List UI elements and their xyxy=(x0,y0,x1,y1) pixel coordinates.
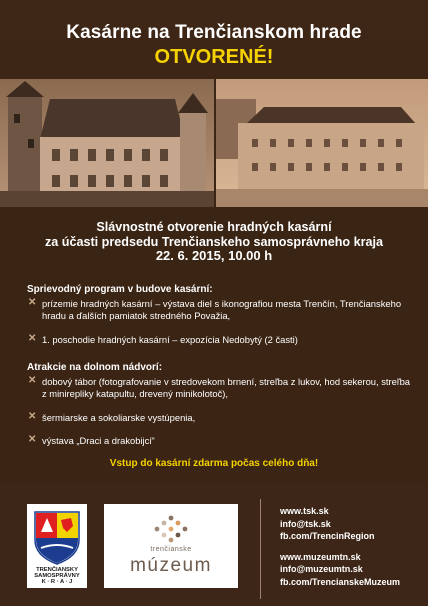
free-entry-note: Vstup do kasární zdarma počas celého dňa! xyxy=(109,458,319,469)
intro-line-2: za účasti predsedu Trenčianskeho samosprávneho kraja xyxy=(44,234,384,249)
museum-logo xyxy=(104,504,238,588)
program-item-2: 1. poschodie hradných kasární – expozícia Nedobytý (2 časti) xyxy=(42,333,298,345)
cross-bullet-icon: ✕ xyxy=(28,374,37,386)
page-title: Kasárne na Trenčianskom hrade xyxy=(66,22,362,43)
attractions-section xyxy=(27,362,417,448)
contact-tsk-facebook[interactable]: fb.com/TrencinRegion xyxy=(280,531,375,542)
attraction-item-1: dobový tábor (fotografovanie v stredovekom brnení, streľba z lukov, hod sekerou, streľba z minirepliky katapultu, drevený minikolotoč), xyxy=(42,375,410,400)
attractions-heading: Atrakcie na dolnom nádvorí: xyxy=(27,362,163,373)
attraction-item-2: šermiarske a sokoliarske vystúpenia, xyxy=(42,411,196,423)
museum-logo-small: trenčianske xyxy=(150,546,192,553)
program-section xyxy=(27,284,417,346)
tsk-logo xyxy=(27,504,87,588)
tsk-logo-line-2: SAMOSPRÁVNY xyxy=(34,573,80,579)
contact-tsk-web[interactable]: www.tsk.sk xyxy=(280,506,329,516)
list-item xyxy=(27,435,417,448)
program-heading: Sprievodný program v budove kasární: xyxy=(27,284,213,295)
event-date: 22. 6. 2015, 10.00 h xyxy=(155,248,273,263)
footer-divider xyxy=(260,499,261,599)
list-item xyxy=(27,334,417,347)
program-item-1: prízemie hradných kasární – výstava diel s ikonografiou mesta Trenčín, Trenčianskeho hradu a ďalších pamiatok stredného Považia, xyxy=(42,297,402,322)
tsk-logo-line-1: TRENČIANSKY xyxy=(36,567,78,573)
list-item xyxy=(27,412,417,425)
cross-bullet-icon: ✕ xyxy=(28,332,37,344)
cross-bullet-icon: ✕ xyxy=(28,434,37,446)
contacts-block xyxy=(280,505,400,589)
museum-logo-big: múzeum xyxy=(130,555,212,576)
list-item xyxy=(27,376,417,401)
castle-photo-left xyxy=(0,79,214,207)
castle-photo-right xyxy=(216,79,428,207)
page-subtitle: OTVORENÉ! xyxy=(154,46,274,68)
footer xyxy=(0,483,428,606)
contact-tsk-email[interactable]: info@tsk.sk xyxy=(280,518,331,529)
tsk-logo-line-3: K · R · A · J xyxy=(41,579,73,585)
contact-museum-email[interactable]: info@muzeumtn.sk xyxy=(280,564,363,575)
cross-bullet-icon: ✕ xyxy=(28,410,37,422)
attraction-item-3: výstava „Draci a drakobijci" xyxy=(42,435,155,447)
museum-dots-logo-icon xyxy=(104,504,238,548)
intro-line-1: Slávnostné otvorenie hradných kasární xyxy=(96,220,332,234)
cross-bullet-icon: ✕ xyxy=(28,296,37,308)
intro-block xyxy=(0,220,428,264)
photo-strip xyxy=(0,79,428,207)
contacts-gap xyxy=(280,543,400,551)
contact-museum-web[interactable]: www.muzeumtn.sk xyxy=(280,551,361,562)
list-item xyxy=(27,298,417,323)
coat-of-arms-icon xyxy=(27,506,87,566)
contact-museum-facebook[interactable]: fb.com/TrencianskeMuzeum xyxy=(280,576,401,587)
